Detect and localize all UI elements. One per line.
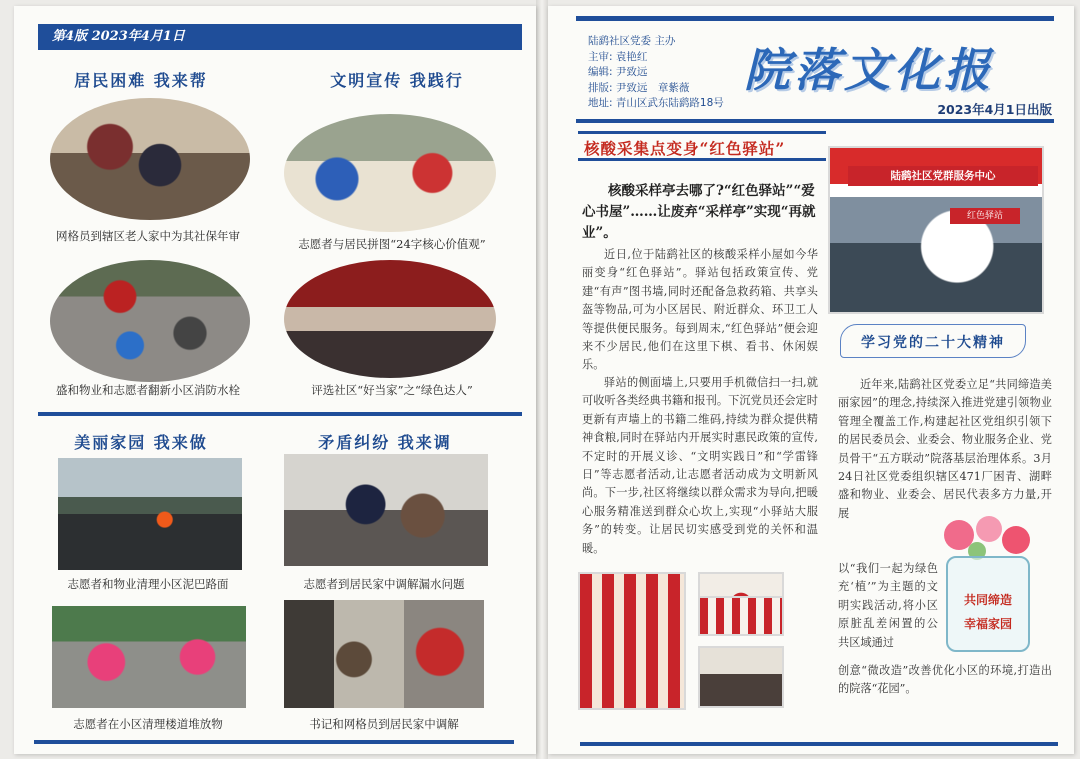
station-small-sign: 红色驿站 [950, 208, 1020, 224]
right-page [548, 6, 1074, 754]
caption-puzzle: 志愿者与居民拼图“24字核心价值观” [298, 237, 486, 251]
jar-slogan-line1: 共同缔造 [963, 593, 1012, 607]
page-gutter [536, 0, 548, 759]
photo-elderly-visit [50, 98, 250, 220]
chief-line: 主审: 袁艳红 [588, 50, 648, 63]
editor-line: 编辑: 尹致远 [588, 66, 648, 78]
caption-secretary-mediation: 书记和网格员到居民家中调解 [309, 717, 459, 731]
caption-corridor-clean: 志愿者在小区清理楼道堆放物 [73, 717, 223, 731]
photo-road-clean [58, 458, 242, 570]
photo-book-wall [578, 572, 686, 710]
flower-jar-illustration [938, 516, 1038, 654]
photo-reading-area [698, 646, 784, 708]
photo-leak-mediation [284, 454, 488, 566]
photo-hydrant [50, 260, 250, 382]
section-title-help: 居民困难 我来帮 [74, 71, 208, 90]
left-page [14, 6, 536, 754]
photo-green-star [284, 260, 496, 378]
photo-secretary-mediation [284, 600, 484, 708]
left-bottom-rule [34, 740, 514, 744]
caption-elderly-visit: 网格员到辖区老人家中为其社保年审 [56, 229, 240, 243]
section-title-home: 美丽家园 我来做 [74, 433, 208, 452]
article2-headline: 学习党的二十大精神 [861, 335, 1005, 351]
issue-header: 第4版 2023年4月1日 [38, 24, 522, 50]
flower-icon [976, 516, 1002, 542]
article1-lead: 核酸采样亭去哪了?“红色驿站”“爱心书屋”……让废弃“采样亭”实现“再就业”。 [582, 183, 816, 241]
caption-hydrant: 盛和物业和志愿者翻新小区消防水栓 [56, 383, 240, 397]
photo-station-interior [698, 596, 784, 636]
article2-paragraph-end: 创意“微改造”改善优化小区的环境,打造出的院落“花园”。 [838, 664, 1052, 696]
mid-divider [38, 412, 522, 416]
layout-line: 排版: 尹致远 章紫薇 [588, 81, 690, 94]
right-bottom-rule [580, 742, 1058, 746]
masthead-info [588, 34, 724, 112]
sponsor-line: 陆鹞社区党委 主办 [588, 35, 676, 47]
section-title-mediate: 矛盾纠纷 我来调 [318, 433, 452, 452]
address-line: 地址: 青山区武东陆鹞路18号 [588, 97, 724, 109]
caption-road-clean: 志愿者和物业清理小区泥巴路面 [67, 577, 229, 591]
flower-icon [1002, 526, 1030, 554]
article2-paragraph-tail: 以“我们一起为绿色充‘植’”为主题的文明实践活动,将小区原脏乱差闲置的公共区域通过 [838, 562, 938, 649]
article2-paragraph: 近年来,陆鹞社区党委立足“共同缔造美丽家园”的理念,持续深入推进党建引领物业管理全覆盖工作,构建起社区党组织引领下的居民委员会、业委会、物业服务企业、党员骨干“五方联动”院落基层治理体系。3月24日社区党委组织辖区471厂困青、湖畔盛和物业、业委会、居民代表多方力量,开展 [838, 378, 1052, 520]
article1-paragraph1: 近日,位于陆鹞社区的核酸采样小屋如今华丽变身“红色驿站”。驿站包括政策宣传、党建“有声”图书墙,同时还配备急救药箱、共享头盔等物品,可为小区居民、附近群众、环卫工人等提供便民服务。每到周末,“红色驿站”便会迎来不少居民,他们在这里下棋、看书、休闲娱乐。 [582, 248, 818, 372]
masthead-rule [576, 119, 1054, 123]
photo-puzzle [284, 114, 496, 232]
photo-red-station [828, 146, 1044, 314]
photo-corridor-clean [52, 606, 246, 708]
jar-slogan [946, 588, 1030, 636]
publish-date: 2023年4月1日出版 [937, 102, 1052, 117]
jar-slogan-line2: 幸福家园 [963, 617, 1012, 631]
article1-headline: 核酸采集点变身“红色驿站” [584, 139, 786, 158]
newspaper-title: 院落文化报 [744, 43, 994, 97]
caption-leak-mediation: 志愿者到居民家中调解漏水问题 [303, 577, 465, 591]
station-sign: 陆鹞社区党群服务中心 [848, 166, 1038, 186]
section-title-civility: 文明宣传 我践行 [330, 71, 464, 90]
article1-paragraph2: 驿站的侧面墙上,只要用手机微信扫一扫,就可收听各类经典书籍和报刊。下沉党员还会定时更新有声墙上的书籍二维码,持续为群众提供精神食粮,同时在驿站内开展实时惠民政策的宣传,不定时的开展义诊、“文明实践日”和“学雷锋日”等志愿者活动,让志愿者活动成为文明新风尚。下一步,社区将继续以群众需求为导向,把暖心服务精准送到群众心坎上,实现“小驿站大服务”的转变。让居民切实感受到党的关怀和温暖。 [582, 376, 818, 555]
caption-green-star: 评选社区“好当家”之“绿色达人” [311, 383, 473, 397]
top-rule [576, 16, 1054, 21]
